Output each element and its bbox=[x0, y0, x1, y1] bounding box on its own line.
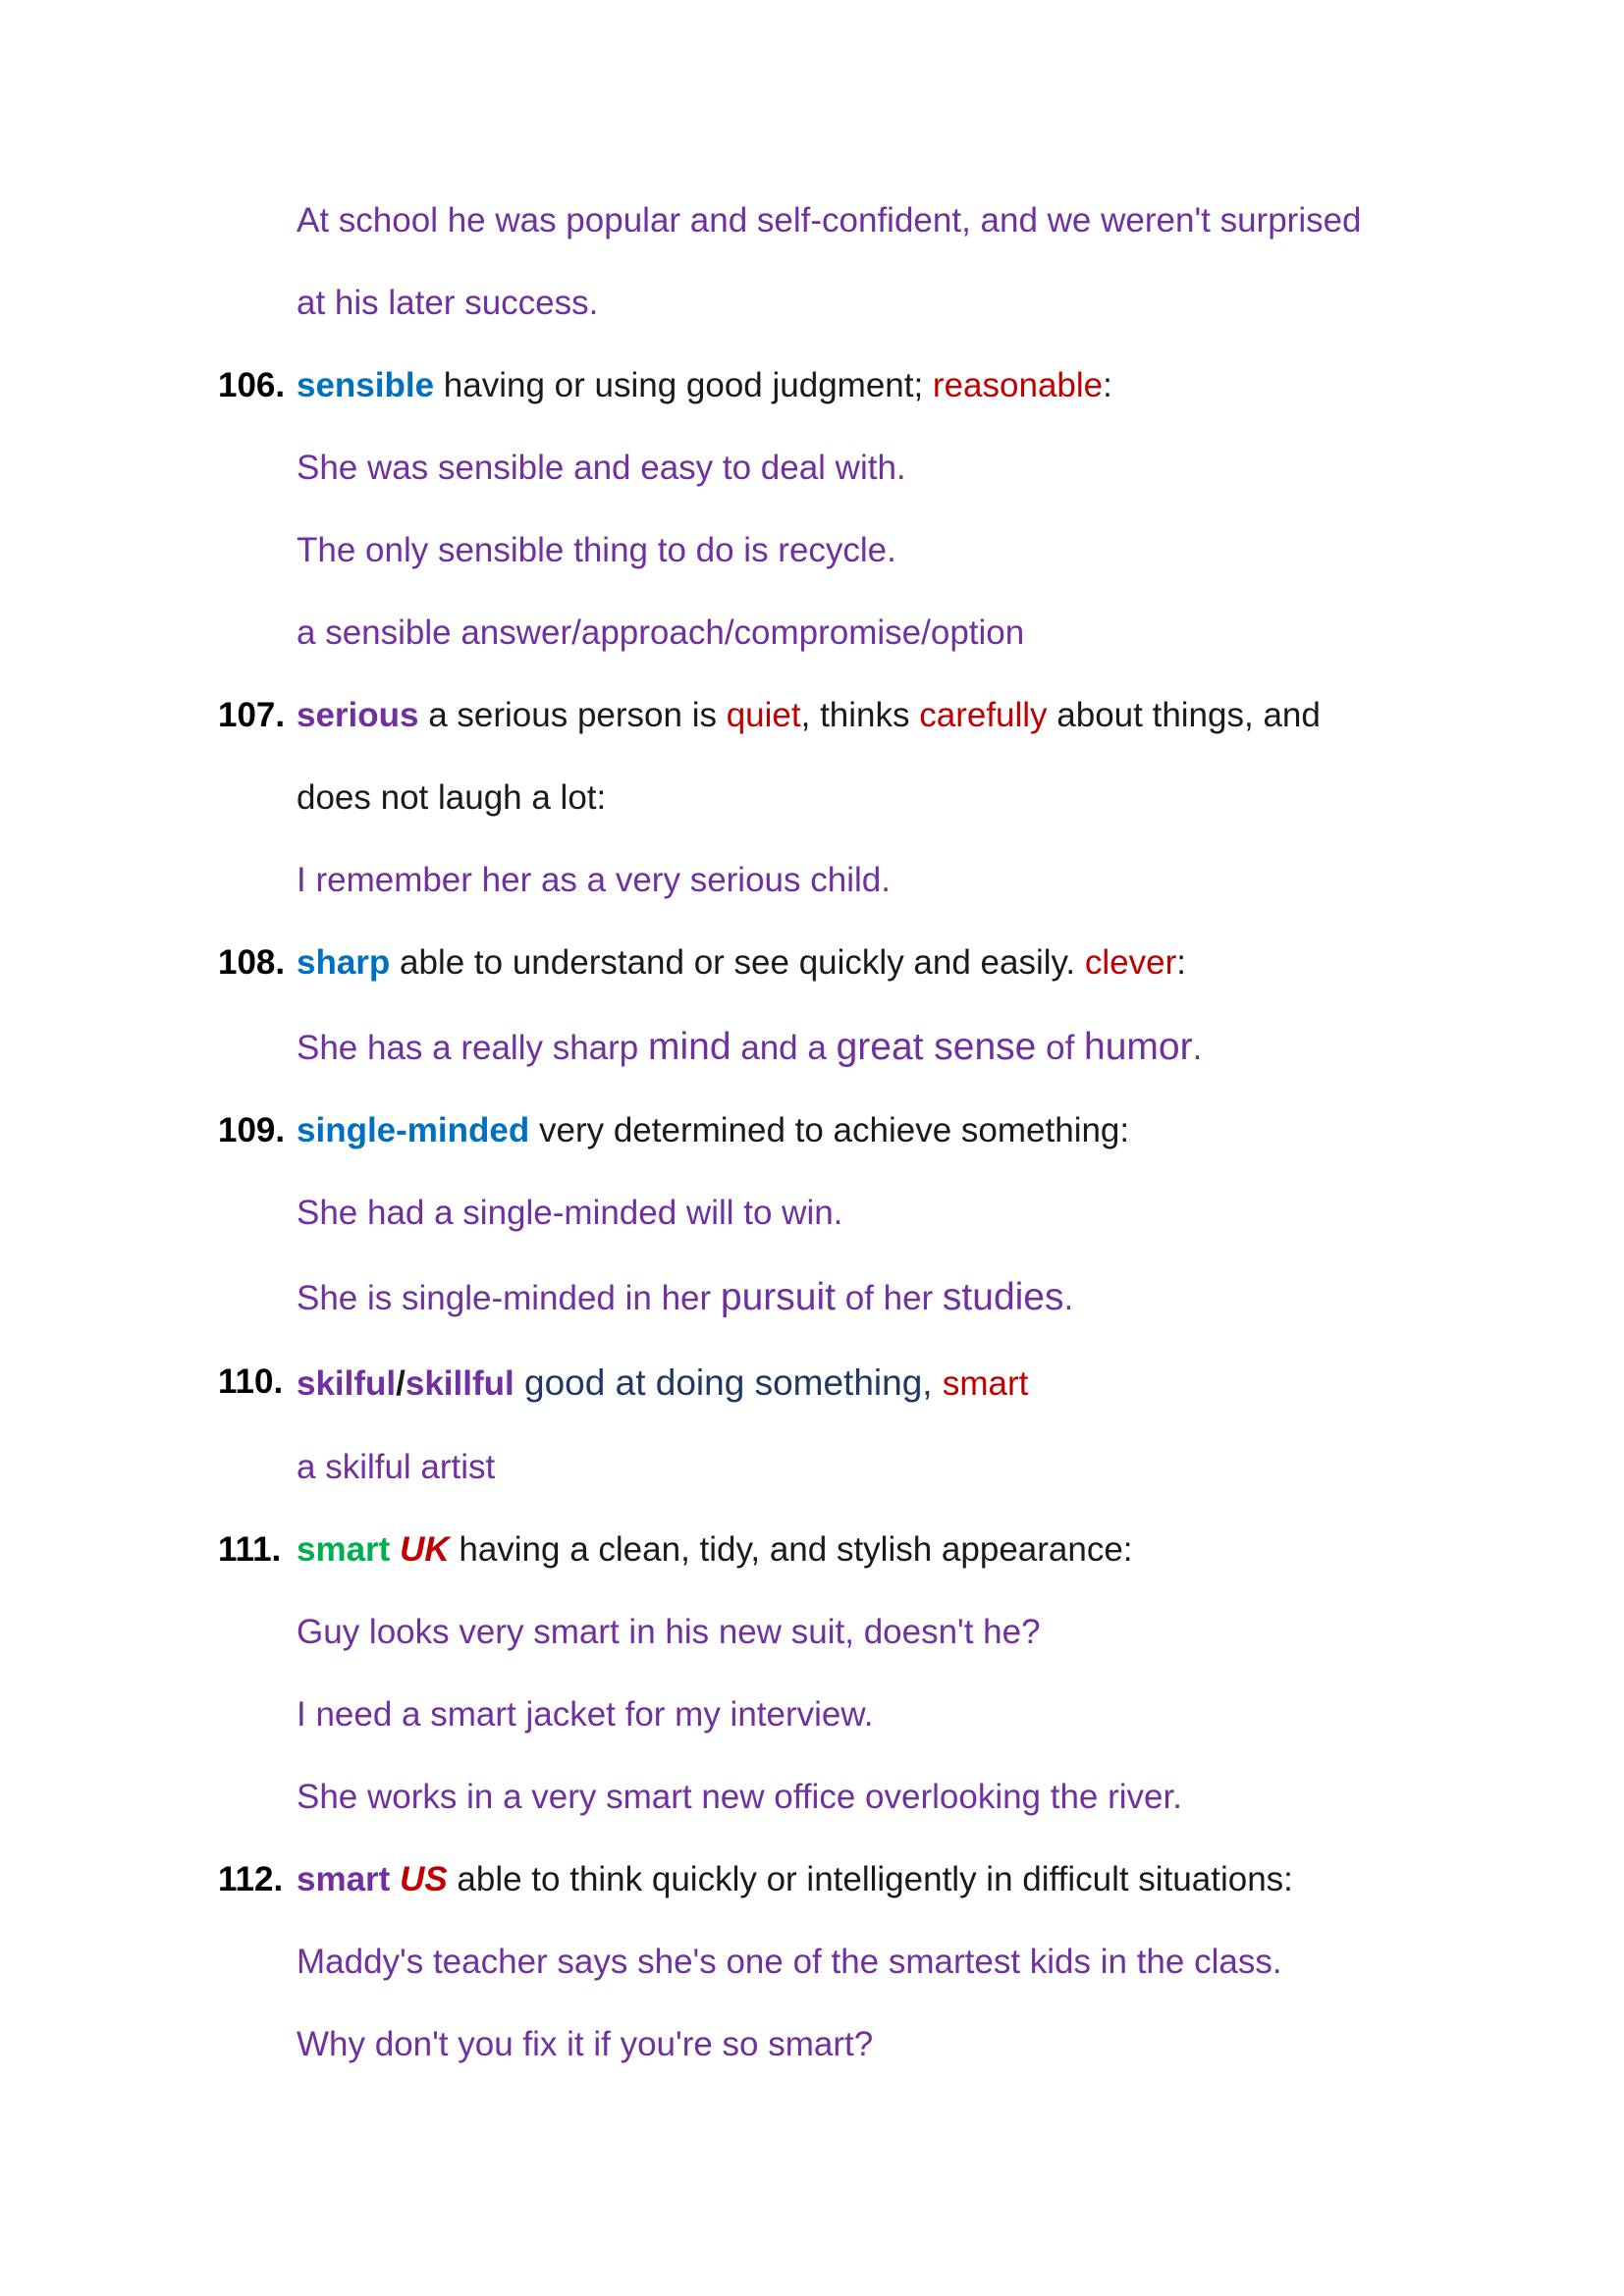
example-sentence: Why don't you fix it if you're so smart? bbox=[297, 2025, 874, 2063]
key-word: carefully bbox=[919, 696, 1048, 734]
example-sentence: She was sensible and easy to deal with. bbox=[297, 449, 906, 487]
headword-separator: / bbox=[396, 1364, 406, 1403]
definition-line bbox=[297, 1113, 1129, 1148]
key-word: smart bbox=[942, 1364, 1029, 1403]
example-text: . bbox=[1192, 1029, 1203, 1067]
example-text: studies bbox=[942, 1276, 1064, 1318]
definition-text: , thinks bbox=[800, 696, 920, 734]
definition-text: able to understand or see quickly and easily. bbox=[390, 943, 1085, 982]
example-text: of bbox=[1036, 1029, 1085, 1067]
headword: smart bbox=[297, 1860, 391, 1898]
example-text: She is single-minded in her bbox=[297, 1279, 721, 1317]
headword: smart bbox=[297, 1530, 391, 1569]
key-word: reasonable bbox=[932, 366, 1104, 404]
definition-line bbox=[297, 368, 1112, 402]
definition-line: does not laugh a lot: bbox=[297, 778, 607, 817]
entry-number: 108. bbox=[218, 943, 286, 982]
example-sentence: Guy looks very smart in his new suit, doesn't he? bbox=[297, 1613, 1041, 1651]
headword: sensible bbox=[297, 366, 435, 404]
example-text: and a bbox=[731, 1029, 837, 1067]
definition-text: able to think quickly or intelligently in difficult situations: bbox=[447, 1860, 1293, 1898]
key-word: clever bbox=[1084, 943, 1177, 982]
headword: skilful bbox=[297, 1364, 397, 1403]
example-sentence: a sensible answer/approach/compromise/option bbox=[297, 614, 1025, 652]
entry-number: 110. bbox=[218, 1362, 284, 1401]
example-sentence: The only sensible thing to do is recycle. bbox=[297, 531, 896, 569]
example-sentence: She had a single-minded will to win. bbox=[297, 1194, 843, 1232]
example-text: of her bbox=[835, 1279, 943, 1317]
definition-text: : bbox=[1176, 943, 1186, 982]
definition-text: having a clean, tidy, and stylish appearance: bbox=[449, 1530, 1133, 1569]
example-text: pursuit bbox=[720, 1276, 836, 1318]
example-sentence: At school he was popular and self-confident, and we weren't surprised bbox=[297, 201, 1362, 240]
definition-text: : bbox=[1103, 366, 1112, 404]
example-sentence: at his later success. bbox=[297, 284, 599, 322]
region-tag: UK bbox=[400, 1530, 450, 1569]
headword: serious bbox=[297, 696, 419, 734]
example-text: great sense bbox=[836, 1026, 1037, 1068]
headword: skillful bbox=[405, 1364, 514, 1403]
example-sentence: I remember her as a very serious child. bbox=[297, 861, 891, 899]
entry-number: 112. bbox=[218, 1860, 284, 1898]
example-sentence: a skilful artist bbox=[297, 1448, 496, 1486]
example-sentence: I need a smart jacket for my interview. bbox=[297, 1695, 874, 1734]
example-text: She has a really sharp bbox=[297, 1029, 648, 1067]
example-text: . bbox=[1063, 1279, 1074, 1317]
entry-number: 107. bbox=[218, 696, 286, 734]
example-text: humor bbox=[1084, 1026, 1193, 1068]
definition-line bbox=[297, 1364, 1028, 1401]
definition-line bbox=[297, 1532, 1133, 1567]
headword: single-minded bbox=[297, 1111, 530, 1149]
entry-number: 109. bbox=[218, 1111, 286, 1149]
example-sentence bbox=[297, 1278, 1073, 1316]
definition-line bbox=[297, 698, 1321, 732]
example-sentence: Maddy's teacher says she's one of the smartest kids in the class. bbox=[297, 1943, 1282, 1981]
headword: sharp bbox=[297, 943, 391, 982]
entry-number: 111. bbox=[218, 1530, 282, 1569]
definition-line bbox=[297, 1862, 1293, 1896]
region-tag: US bbox=[400, 1860, 448, 1898]
definition-text: very determined to achieve something: bbox=[529, 1111, 1130, 1149]
definition-text: having or using good judgment; bbox=[434, 366, 933, 404]
definition-text: about things, and bbox=[1047, 696, 1321, 734]
example-sentence: She works in a very smart new office overlooking the river. bbox=[297, 1778, 1182, 1816]
example-text: mind bbox=[647, 1026, 731, 1068]
definition-text: a serious person is bbox=[418, 696, 727, 734]
key-word: quiet bbox=[726, 696, 801, 734]
example-sentence bbox=[297, 1028, 1202, 1066]
entry-number: 106. bbox=[218, 366, 286, 404]
definition-line bbox=[297, 945, 1186, 980]
definition-text: good at doing something, bbox=[514, 1362, 943, 1403]
